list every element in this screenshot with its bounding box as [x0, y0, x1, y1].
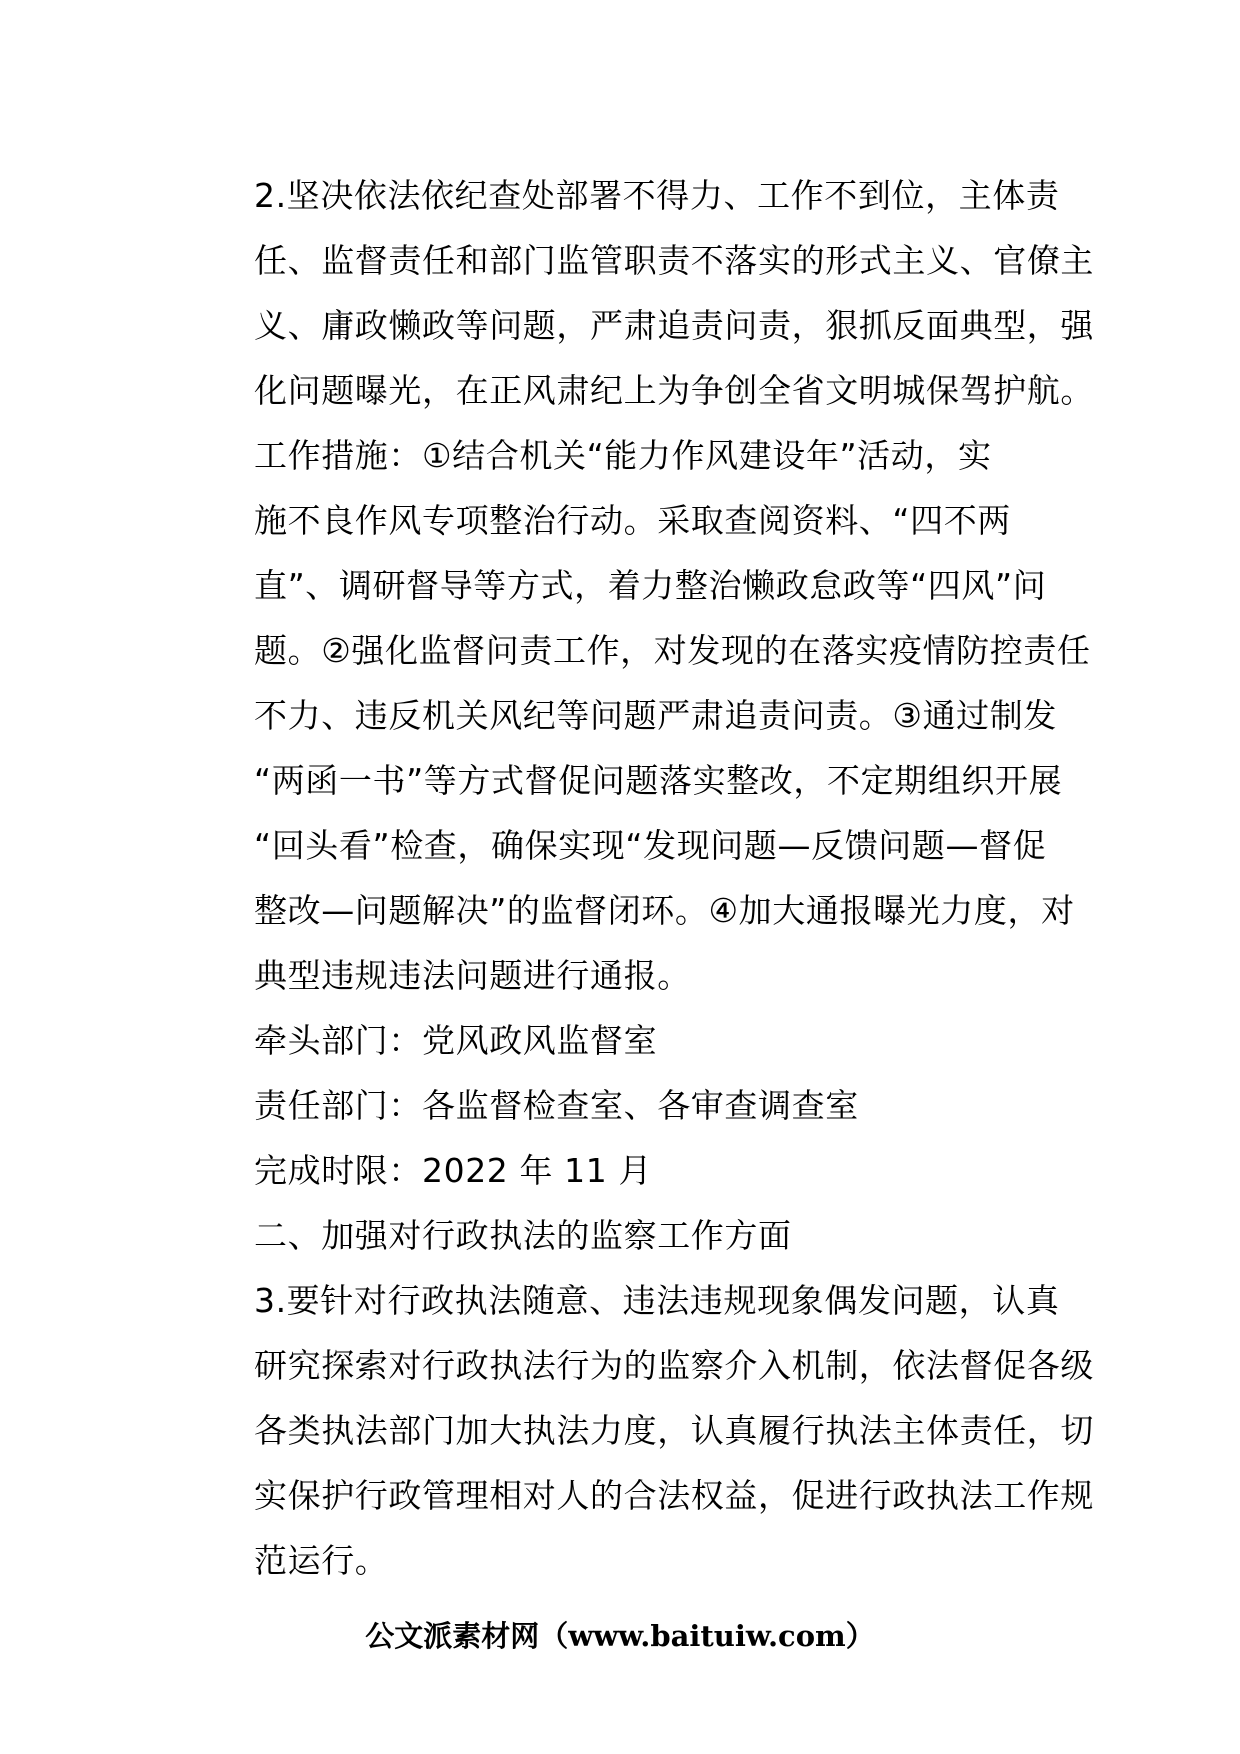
text-line: 工作措施：①结合机关“能力作风建设年”活动，实	[254, 436, 992, 475]
text-line: 各类执法部门加大执法力度，认真履行执法主体责任，切	[254, 1411, 1094, 1450]
text-line: 题。②强化监督问责工作，对发现的在落实疫情防控责任	[254, 631, 1091, 670]
paragraph-enforcement-item-3	[188, 1268, 1094, 1593]
text-line: 直”、调研督导等方式，着力整治懒政怠政等“四风”问	[254, 566, 1047, 605]
section-heading	[188, 1203, 1060, 1268]
paragraph-discipline-item-2	[188, 163, 1094, 423]
paragraph-lead-department	[188, 1008, 1060, 1073]
paragraph-work-measures	[188, 423, 1091, 1008]
text-line: “两函一书”等方式督促问题落实整改，不定期组织开展	[254, 761, 1063, 800]
paragraph-responsible-department	[188, 1073, 1060, 1138]
text-line: 3.要针对行政执法随意、违法违规现象偶发问题，认真	[254, 1281, 1060, 1320]
source-footer: 公文派素材网（www.baituiw.com）	[365, 1619, 875, 1653]
text-line: 范运行。	[254, 1541, 389, 1580]
text-line: 研究探索对行政执法行为的监察介入机制，依法督促各级	[254, 1346, 1094, 1385]
text-line: 二、加强对行政执法的监察工作方面	[254, 1216, 792, 1255]
text-line: 化问题曝光，在正风肃纪上为争创全省文明城保驾护航。	[254, 371, 1094, 410]
text-line: 实保护行政管理相对人的合法权益，促进行政执法工作规	[254, 1476, 1094, 1515]
paragraph-deadline	[188, 1138, 1060, 1203]
text-line: 责任部门：各监督检查室、各审查调查室	[254, 1086, 859, 1125]
text-line: 2.坚决依法依纪查处部署不得力、工作不到位，主体责	[254, 176, 1060, 215]
text-line: “回头看”检查，确保实现“发现问题—反馈问题—督促	[254, 826, 1047, 865]
text-line: 典型违规违法问题进行通报。	[254, 956, 691, 995]
document-body	[188, 163, 1094, 1593]
text-line: 义、庸政懒政等问题，严肃追责问责，狠抓反面典型，强	[254, 306, 1094, 345]
text-line: 任、监督责任和部门监管职责不落实的形式主义、官僚主	[254, 241, 1094, 280]
text-line: 牵头部门：党风政风监督室	[254, 1021, 658, 1060]
text-line: 不力、违反机关风纪等问题严肃追责问责。③通过制发	[254, 696, 1057, 735]
text-line: 施不良作风专项整治行动。采取查阅资料、“四不两	[254, 501, 1011, 540]
text-line: 完成时限：2022 年 11 月	[254, 1151, 653, 1190]
text-line: 整改—问题解决”的监督闭环。④加大通报曝光力度，对	[254, 891, 1075, 930]
